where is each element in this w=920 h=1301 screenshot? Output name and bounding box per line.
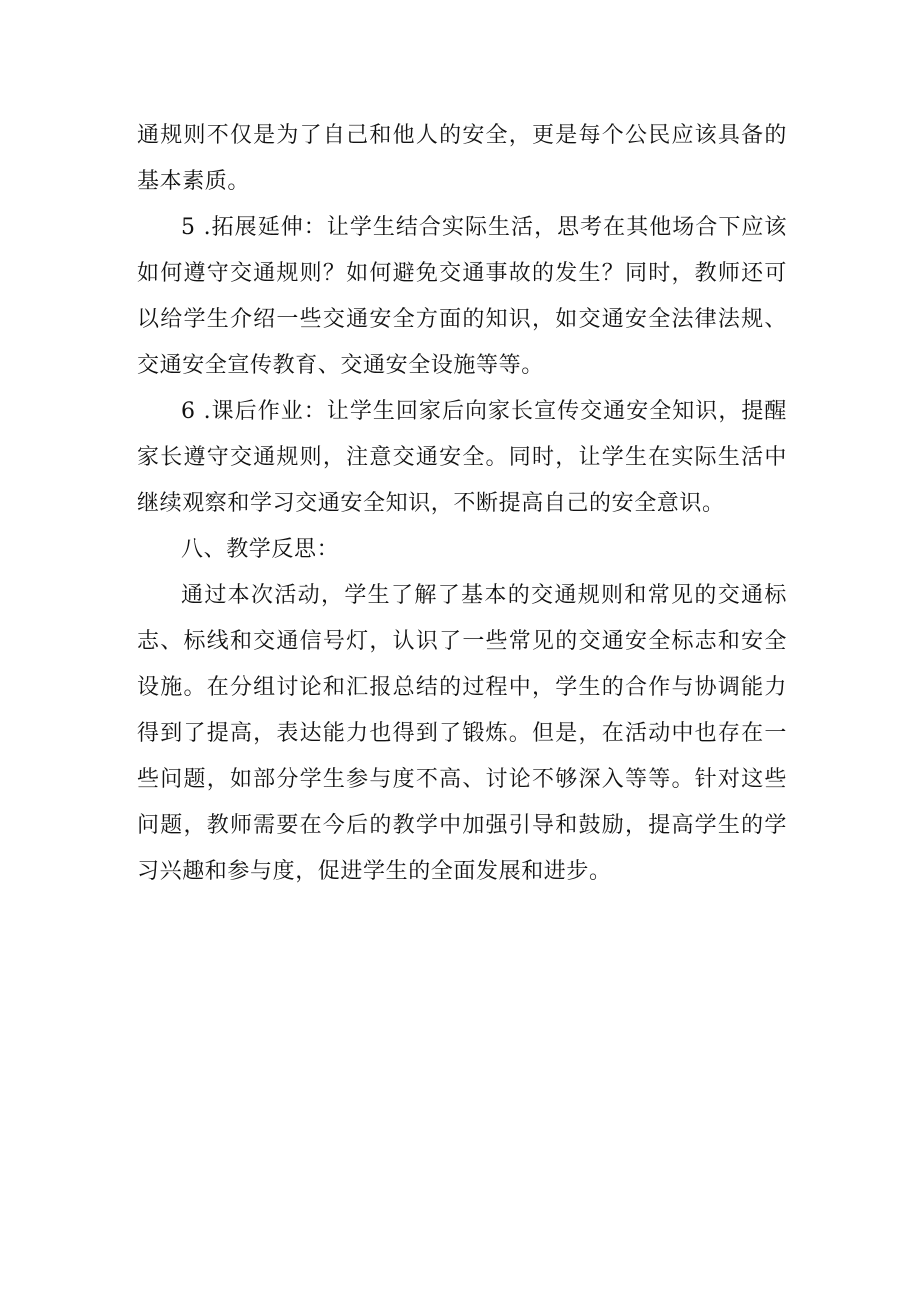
paragraph-extension: 5 .拓展延伸：让学生结合实际生活，思考在其他场合下应该如何遵守交通规则？如何避免交通事故的发生？同时，教师还可以给学生介绍一些交通安全方面的知识，如交通安全法律法规、交通安全宣传教育、交通安全设施等等。 [137,215,787,378]
section-heading-reflection: 八、教学反思： [181,537,340,562]
paragraph-homework: 6 .课后作业：让学生回家后向家长宣传交通安全知识，提醒家长遵守交通规则，注意交通安全。同时，让学生在实际生活中继续观察和学习交通安全知识，不断提高自己的安全意识。 [137,399,787,516]
paragraph-reflection: 通过本次活动，学生了解了基本的交通规则和常见的交通标志、标线和交通信号灯，认识了一些常见的交通安全标志和安全设施。在分组讨论和汇报总结的过程中，学生的合作与协调能力得到了提高，表达能力也得到了锻炼。但是，在活动中也存在一些问题，如部分学生参与度不高、讨论不够深入等等。针对这些问题，教师需要在今后的教学中加强引导和鼓励，提高学生的学习兴趣和参与度，促进学生的全面发展和进步。 [137,583,787,884]
document-body [137,113,787,895]
paragraph-continuation: 通规则不仅是为了自己和他人的安全，更是每个公民应该具备的基本素质。 [137,123,787,194]
